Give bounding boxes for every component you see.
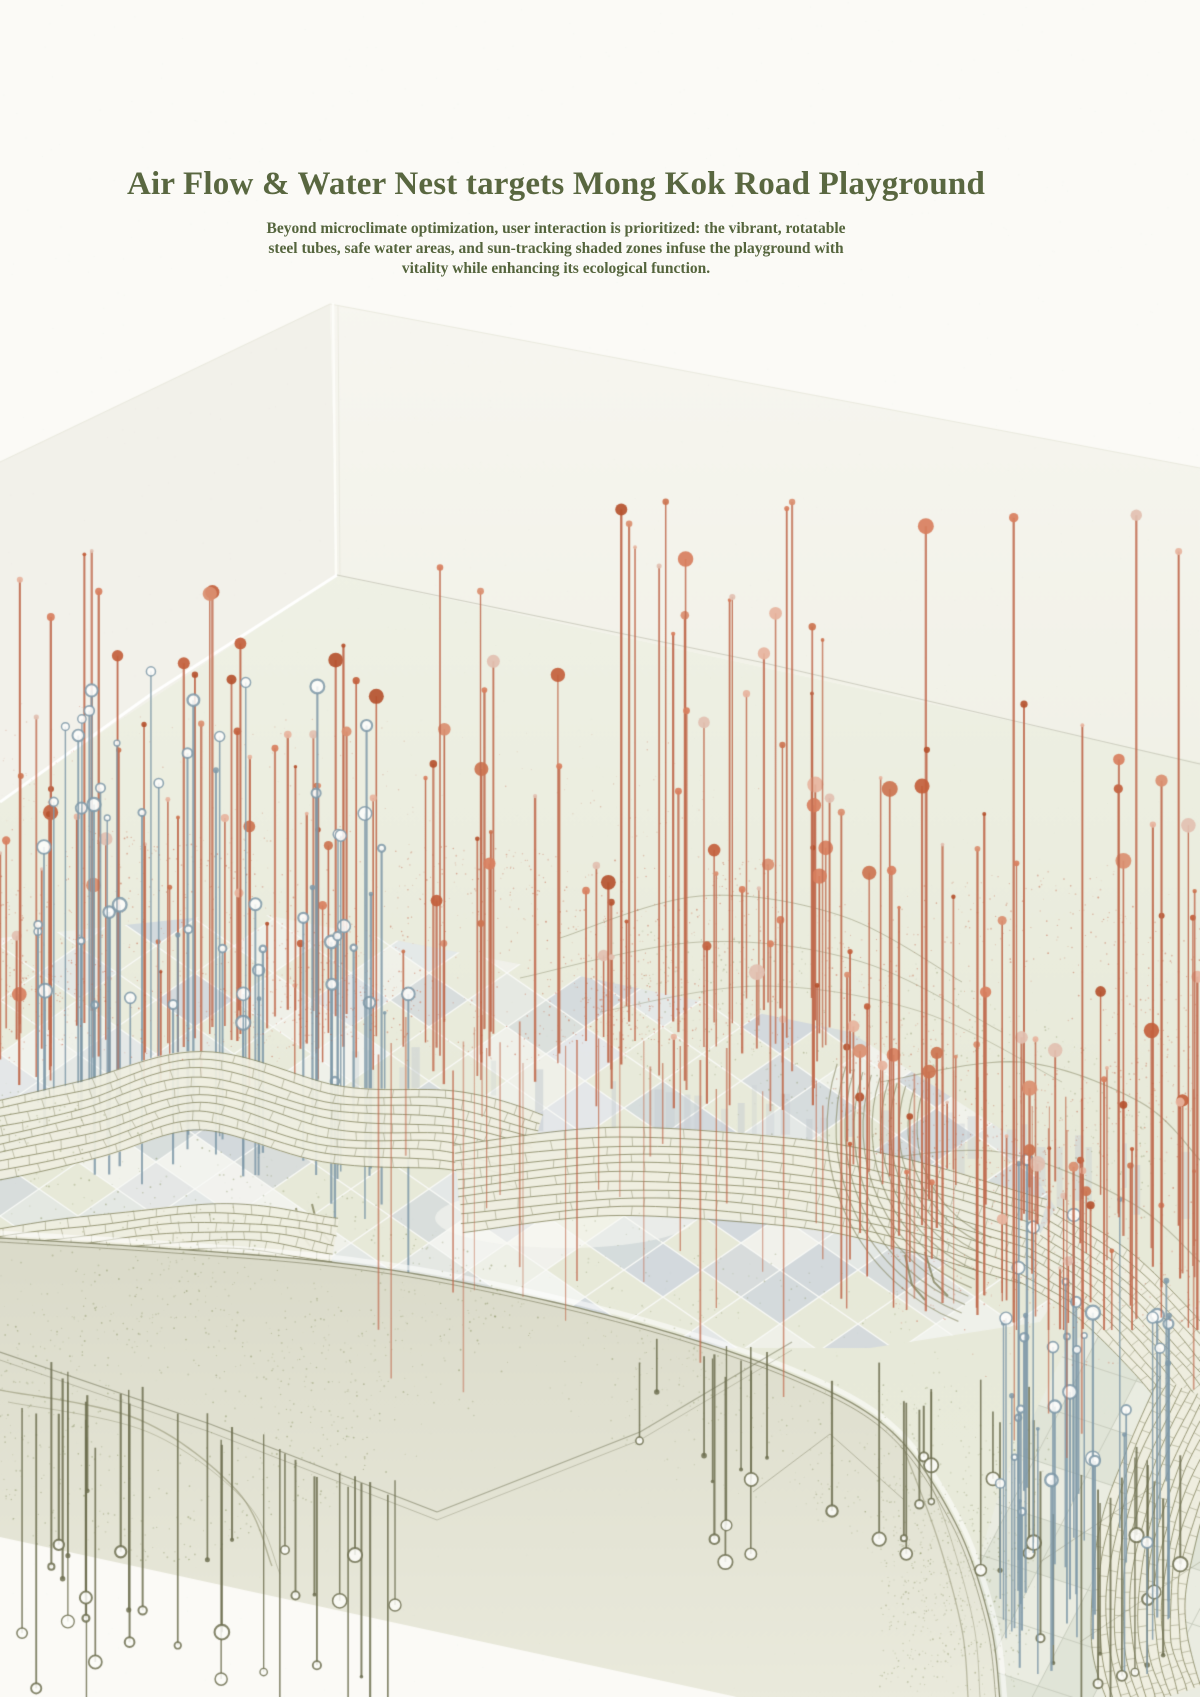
subtitle-line-2: steel tubes, safe water areas, and sun-tracking shaded zones infuse the playground with <box>268 240 844 257</box>
poster-header <box>0 166 1200 279</box>
page-title: Air Flow & Water Nest targets Mong Kok Road Playground <box>126 166 986 202</box>
subtitle-line-3: vitality while enhancing its ecological function. <box>401 260 711 277</box>
poster-subtitle <box>0 219 1112 279</box>
subtitle-line-1: Beyond microclimate optimization, user interaction is prioritized: the vibrant, rotatable <box>266 220 846 237</box>
